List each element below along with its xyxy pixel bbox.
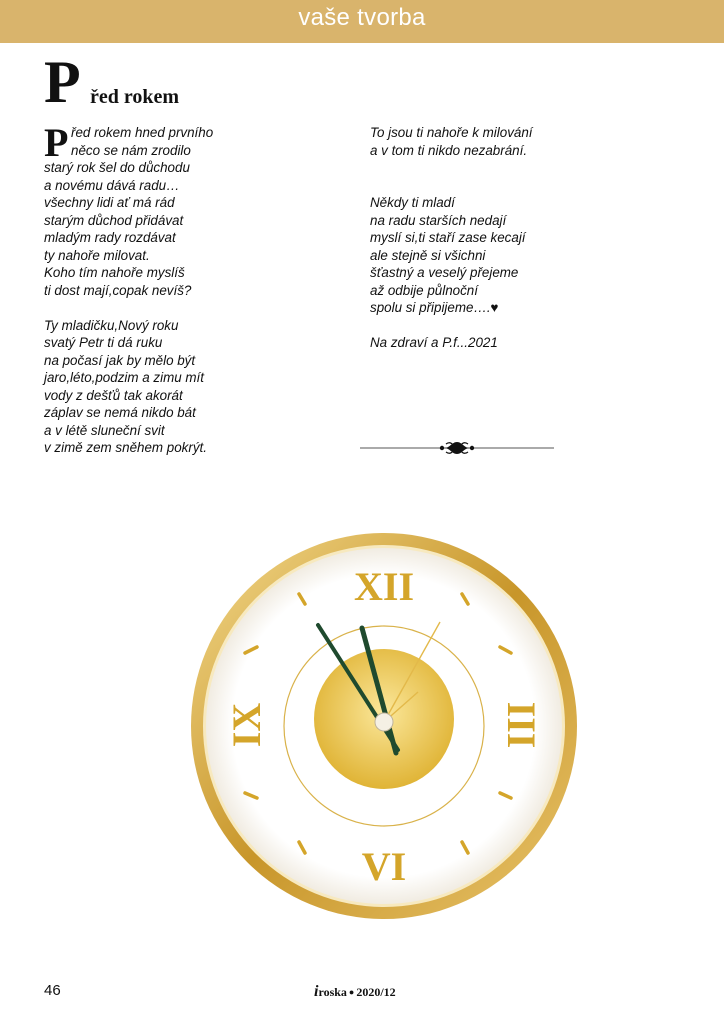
poem-line: a v tom ti nikdo nezabrání. <box>370 142 528 158</box>
poem-line: svatý Petr ti dá ruku <box>44 335 163 350</box>
poem-closing-line: Na zdraví a P.f...2021 <box>370 335 498 350</box>
poem-line: na radu starších nedají <box>370 212 507 228</box>
poem-line: ty nahoře milovat. <box>44 247 150 263</box>
poem-line: vody z dešťů tak akorát <box>44 387 183 403</box>
numeral-iii: III <box>499 701 544 749</box>
poem-line: a novému dává radu… <box>44 177 180 193</box>
wall-clock-icon <box>188 530 580 922</box>
poem-drop-cap: P <box>44 120 69 165</box>
poem-line: jaro,léto,podzim a zimu mít <box>44 370 205 385</box>
poem-line: spolu si připijeme….♥ <box>370 300 499 315</box>
title-initial-letter: P <box>44 49 81 115</box>
ornamental-flourish-icon <box>360 437 554 459</box>
poem-column-right <box>370 124 533 352</box>
poem-line: mladým rady rozdávat <box>44 230 176 245</box>
poem-line: Ty mladičku,Nový roku <box>44 317 179 333</box>
magazine-footer <box>314 983 396 1001</box>
poem-column-left <box>44 120 214 457</box>
poem-line: starým důchod přidávat <box>44 212 184 228</box>
poem-line: řed rokem hned prvního <box>71 125 214 140</box>
poem-line: a v létě sluneční svit <box>44 422 165 438</box>
poem-line: ale stejně si všichni <box>370 247 486 263</box>
poem-line: Koho tím nahoře myslíš <box>44 265 185 280</box>
numeral-ix: IX <box>224 702 269 748</box>
poem-line: starý rok šel do důchodu <box>44 160 190 175</box>
poem-line: Někdy ti mladí <box>370 195 455 210</box>
poem-line: všechny lidi ať má rád <box>44 195 175 210</box>
magazine-logo-letter: i <box>314 983 319 1000</box>
numeral-xii: XII <box>353 564 415 609</box>
poem-line: něco se nám zrodilo <box>71 142 191 158</box>
poem-line: v zimě zem sněhem pokrýt. <box>44 440 207 455</box>
poem-line: ti dost mají,copak nevíš? <box>44 282 192 298</box>
magazine-name: roska <box>318 985 347 999</box>
poem-line: myslí si,ti staří zase kecají <box>370 230 526 245</box>
title-text: řed rokem <box>90 86 180 108</box>
poem-line: To jsou ti nahoře k milování <box>370 125 533 140</box>
poem-line: až odbije půlnoční <box>370 282 478 298</box>
numeral-vi: VI <box>361 844 407 889</box>
section-title: vaše tvorba <box>298 4 426 31</box>
page-number: 46 <box>44 982 61 999</box>
poem-line: záplav se nemá nikdo bát <box>44 405 196 420</box>
footer-separator: ● <box>348 987 355 997</box>
poem-line: šťastný a veselý přejeme <box>370 265 519 280</box>
issue-number: 2020/12 <box>356 985 396 999</box>
poem-line: na počasí jak by mělo být <box>44 352 196 368</box>
